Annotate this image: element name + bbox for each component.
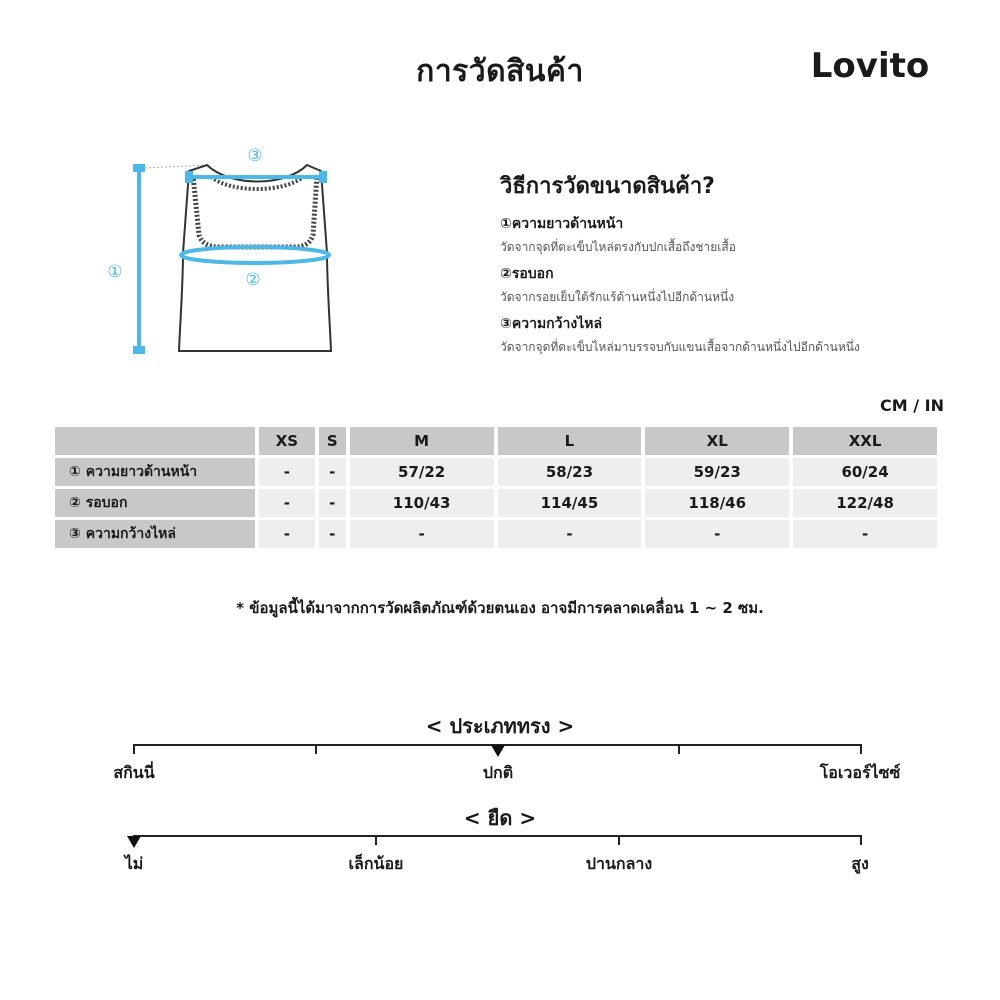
fit-scale-tick (860, 744, 862, 754)
garment-outline (179, 165, 331, 351)
stretch-scale-marker (127, 836, 141, 848)
fit-scale-tick (315, 744, 317, 754)
brand-logo: Lovito (810, 46, 930, 86)
row-header: ① ความยาวด้านหน้า (55, 458, 255, 486)
step-title: ③ความกว้างไหล่ (500, 316, 603, 332)
col-header: XS (259, 427, 315, 455)
stretch-scale-tick (375, 835, 377, 845)
fit-label-regular: ปกติ (482, 763, 514, 782)
armhole-seam (193, 175, 317, 247)
fit-scale-tick (133, 744, 135, 754)
fit-scale-tick (678, 744, 680, 754)
stretch-label-slight: เล็กน้อย (348, 854, 404, 873)
instructions-heading: วิธีการวัดขนาดสินค้า? (500, 174, 715, 199)
step-description: วัดจากรอยเย็บใต้รักแร้ด้านหนึ่งไปอีกด้านหนึ่ง (500, 290, 735, 304)
table-cell: 110/43 (350, 489, 494, 517)
table-cell: 60/24 (793, 458, 937, 486)
col-header: M (350, 427, 494, 455)
table-cell: - (498, 520, 642, 548)
row-header: ② รอบอก (55, 489, 255, 517)
measure-instructions (500, 168, 970, 357)
table-cell: 58/23 (498, 458, 642, 486)
table-cell: - (319, 520, 346, 548)
fit-scale-title: < ประเภททรง > (425, 714, 575, 738)
table-cell: - (259, 520, 315, 548)
table-row (55, 520, 937, 548)
stretch-scale-tick (618, 835, 620, 845)
fit-label-oversize: โอเวอร์ไซซ์ (819, 763, 901, 782)
length-cap-top (133, 164, 145, 172)
table-cell: - (259, 458, 315, 486)
step-title: ①ความยาวด้านหน้า (500, 216, 624, 232)
tank-top-illustration (95, 135, 355, 365)
size-table (51, 424, 941, 551)
stretch-scale-line (133, 835, 862, 837)
stretch-scale-title: < ยืด > (463, 806, 537, 830)
page-title: การวัดสินค้า (416, 54, 584, 89)
table-cell: 122/48 (793, 489, 937, 517)
stretch-scale-tick (860, 835, 862, 845)
label-shoulder: ③ (247, 146, 263, 166)
col-header: XXL (793, 427, 937, 455)
table-cell: - (350, 520, 494, 548)
stretch-label-high: สูง (851, 854, 869, 873)
stretch-label-medium: ปานกลาง (585, 854, 653, 873)
col-header: XL (645, 427, 789, 455)
step-title: ②รอบอก (500, 266, 554, 282)
table-cell: - (645, 520, 789, 548)
col-header: S (319, 427, 346, 455)
fit-scale-marker (491, 745, 505, 757)
label-length: ① (107, 262, 123, 282)
table-cell: 57/22 (350, 458, 494, 486)
table-row (55, 489, 937, 517)
length-cap-bottom (133, 346, 145, 354)
fit-label-skinny: สกินนี่ (113, 763, 155, 782)
table-cell: - (319, 458, 346, 486)
label-chest: ② (245, 270, 261, 290)
table-cell: - (319, 489, 346, 517)
table-cell: 59/23 (645, 458, 789, 486)
col-header: L (498, 427, 642, 455)
table-cell: 118/46 (645, 489, 789, 517)
table-row (55, 458, 937, 486)
table-header-row (55, 427, 937, 455)
measurement-note: * ข้อมูลนี้ได้มาจากการวัดผลิตภัณฑ์ด้วยตนเอง อาจมีการคลาดเคลื่อน 1 ~ 2 ซม. (236, 599, 764, 617)
table-cell: 114/45 (498, 489, 642, 517)
stretch-label-none: ไม่ (124, 854, 144, 873)
table-corner (55, 427, 255, 455)
table-cell: - (259, 489, 315, 517)
row-header: ③ ความกว้างไหล่ (55, 520, 255, 548)
unit-label: CM / IN (880, 396, 944, 415)
step-description: วัดจากจุดที่ตะเข็บไหล่มาบรรจบกับแขนเสื้อจากด้านหนึ่งไปอีกด้านหนึ่ง (500, 340, 860, 354)
table-cell: - (793, 520, 937, 548)
step-description: วัดจากจุดที่ตะเข็บไหล่ตรงกับปกเสื้อถึงชายเสื้อ (500, 240, 736, 254)
garment-diagram (95, 135, 355, 365)
